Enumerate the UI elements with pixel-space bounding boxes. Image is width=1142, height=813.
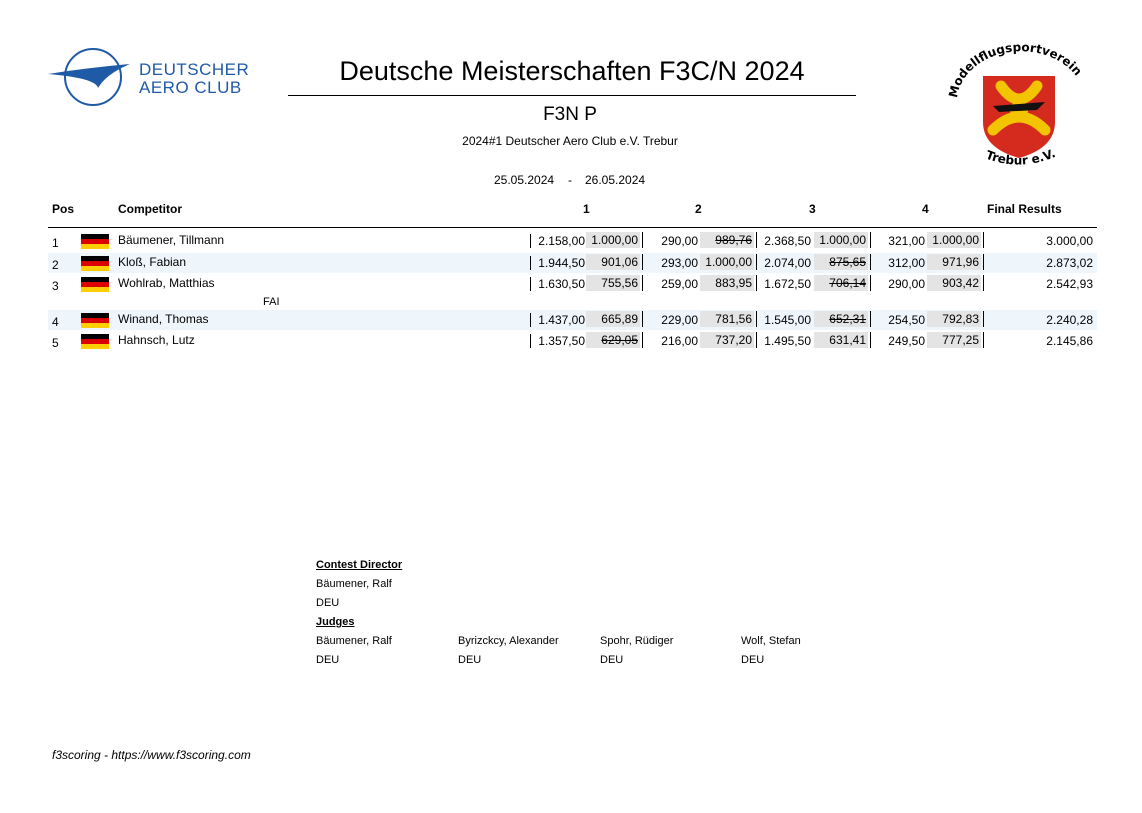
dac-name-line1: DEUTSCHER [139, 60, 250, 79]
row-position: 4 [52, 315, 59, 329]
judge-country: DEU [741, 654, 765, 666]
title-divider [288, 95, 856, 96]
club-logo [945, 40, 1095, 175]
round-1-raw-score: 1.357,50 [530, 334, 585, 348]
dac-emblem-icon [46, 44, 141, 108]
round-1-normalized-score: 755,56 [586, 275, 640, 291]
round-1-normalized-score: 901,06 [586, 254, 640, 270]
club-crest-icon [945, 40, 1095, 175]
round-1-raw-score: 1.437,00 [530, 313, 585, 327]
round-4-normalized-score: 971,96 [927, 254, 981, 270]
germany-flag-icon [81, 256, 109, 271]
round-4-raw-score: 249,50 [870, 334, 925, 348]
round-1-normalized-score: 665,89 [586, 311, 640, 327]
final-result: 3.000,00 [1046, 234, 1093, 248]
round-4-normalized-score: 792,83 [927, 311, 981, 327]
round-2-normalized-score: 737,20 [700, 332, 754, 348]
final-result: 2.873,02 [1046, 256, 1093, 270]
round-3-raw-score: 1.545,00 [764, 313, 811, 327]
round-4-raw-score: 290,00 [870, 277, 925, 291]
round-4-normalized-score: 903,42 [927, 275, 981, 291]
judge-name: Spohr, Rüdiger [600, 635, 674, 647]
col-header-pos: Pos [52, 202, 75, 216]
round-2-raw-score: 290,00 [661, 234, 698, 248]
contest-director-heading: Contest Director [316, 559, 403, 571]
round-4-raw-score: 321,00 [870, 234, 925, 248]
page-title: Deutsche Meisterschaften F3C/N 2024 [339, 56, 805, 86]
col-header-round-2: 2 [695, 202, 702, 216]
round-3-normalized-score: 631,41 [814, 332, 868, 348]
judge-name: Bäumener, Ralf [316, 635, 392, 647]
round-2-raw-score: 293,00 [661, 256, 698, 270]
final-result: 2.542,93 [1046, 277, 1093, 291]
round-2-raw-score: 229,00 [661, 313, 698, 327]
contest-director-country: DEU [316, 597, 340, 609]
germany-flag-icon [81, 234, 109, 249]
row-position: 3 [52, 279, 59, 293]
dac-name-line2: AERO CLUB [139, 78, 242, 97]
germany-flag-icon [81, 334, 109, 349]
competitor-name: Kloß, Fabian [118, 255, 187, 269]
judge-name: Wolf, Stefan [741, 635, 801, 647]
judge-country: DEU [316, 654, 340, 666]
competitor-name: Winand, Thomas [118, 312, 209, 326]
judge-name: Byrizckcy, Alexander [458, 635, 559, 647]
round-3-dropped-score: 652,31 [814, 311, 868, 327]
date-to: 26.05.2024 [585, 173, 646, 187]
germany-flag-icon [81, 313, 109, 328]
row-position: 5 [52, 336, 59, 350]
round-4-raw-score: 254,50 [870, 313, 925, 327]
competitor-name: Hahnsch, Lutz [118, 333, 195, 347]
date-separator: - [568, 173, 572, 187]
event-name: 2024#1 Deutscher Aero Club e.V. Trebur [462, 134, 678, 148]
round-2-raw-score: 259,00 [661, 277, 698, 291]
table-row [48, 310, 1097, 330]
round-3-raw-score: 1.495,50 [764, 334, 811, 348]
table-header-divider [48, 227, 1097, 228]
final-result: 2.240,28 [1046, 313, 1093, 327]
round-4-normalized-score: 777,25 [927, 332, 981, 348]
round-2-raw-score: 216,00 [661, 334, 698, 348]
round-1-raw-score: 2.158,00 [530, 234, 585, 248]
table-row [48, 231, 1097, 251]
round-3-raw-score: 1.672,50 [764, 277, 811, 291]
club-logo-bottom-text: Trebur e.V. [984, 146, 1058, 168]
dac-logo [46, 44, 276, 108]
round-2-normalized-score: 1.000,00 [700, 254, 754, 270]
date-from: 25.05.2024 [494, 173, 555, 187]
round-3-raw-score: 2.074,00 [764, 256, 811, 270]
round-3-normalized-score: 1.000,00 [814, 232, 868, 248]
contest-director-name: Bäumener, Ralf [316, 578, 392, 590]
round-2-normalized-score: 781,56 [700, 311, 754, 327]
col-header-round-1: 1 [583, 202, 590, 216]
round-2-dropped-score: 989,76 [700, 232, 754, 248]
class-title: F3N P [543, 104, 597, 125]
club-logo-top-text: Modellflugsportverein [946, 40, 1085, 100]
round-1-dropped-score: 629,05 [586, 332, 640, 348]
round-1-raw-score: 1.944,50 [530, 256, 585, 270]
table-row [48, 274, 1097, 294]
judge-country: DEU [458, 654, 482, 666]
col-header-round-3: 3 [809, 202, 816, 216]
round-2-normalized-score: 883,95 [700, 275, 754, 291]
round-3-dropped-score: 706,14 [814, 275, 868, 291]
col-header-final: Final Results [987, 202, 1062, 216]
competitor-name: Bäumener, Tillmann [118, 233, 225, 247]
round-3-dropped-score: 875,65 [814, 254, 868, 270]
table-row [48, 331, 1097, 351]
table-row [48, 253, 1097, 273]
final-result: 2.145,86 [1046, 334, 1093, 348]
col-header-competitor: Competitor [118, 202, 182, 216]
judge-country: DEU [600, 654, 624, 666]
col-header-round-4: 4 [922, 202, 929, 216]
round-3-raw-score: 2.368,50 [764, 234, 811, 248]
judges-heading: Judges [316, 616, 355, 628]
row-position: 1 [52, 236, 59, 250]
competitor-name: Wohlrab, Matthias [118, 276, 215, 290]
round-1-normalized-score: 1.000,00 [586, 232, 640, 248]
germany-flag-icon [81, 277, 109, 292]
row-position: 2 [52, 258, 59, 272]
fai-label: FAI [263, 296, 280, 308]
footer-credit: f3scoring - https://www.f3scoring.com [52, 748, 251, 762]
round-4-normalized-score: 1.000,00 [927, 232, 981, 248]
round-4-raw-score: 312,00 [870, 256, 925, 270]
round-1-raw-score: 1.630,50 [530, 277, 585, 291]
